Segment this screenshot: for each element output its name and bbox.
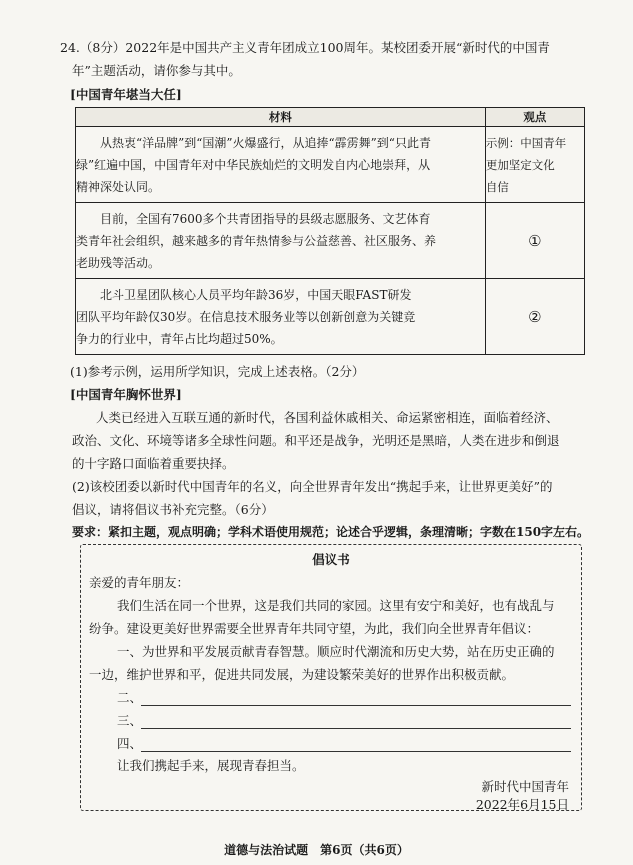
- answer-line-4[interactable]: [141, 751, 571, 752]
- sub-question-2-line-1: (2)该校团委以新时代中国青年的名义，向全世界青年发出“携起手来，让世界更美好”的: [72, 479, 553, 494]
- material-line: 目前，全国有7600多个共青团指导的县级志愿服务、文艺体育: [100, 211, 431, 226]
- answer-line-3[interactable]: [141, 728, 571, 729]
- material-line: 团队平均年龄仅30岁。在信息技术服务业等以创新创意为关键竞: [76, 309, 416, 324]
- letter-title: 倡议书: [312, 552, 350, 567]
- sub-question-2-line-2: 倡议，请将倡议书补充完整。（6分）: [72, 502, 274, 517]
- letter-salutation: 亲爱的青年朋友：: [89, 575, 190, 590]
- letter-closing: 让我们携起手来，展现青春担当。: [117, 758, 305, 773]
- table-row: [76, 203, 585, 279]
- letter-signature: 新时代中国青年: [481, 779, 569, 794]
- paragraph-line: 政治、文化、环境等诸多全球性问题。和平还是战争，光明还是黑暗，人类在进步和倒退: [72, 433, 560, 448]
- material-line: 北斗卫星团队核心人员平均年龄36岁，中国天眼FAST研发: [100, 287, 412, 302]
- letter-item-1-line: 一、为世界和平发展贡献青春智慧。顺应时代潮流和历史大势，站在历史正确的: [117, 644, 555, 659]
- page-footer: 道德与法治试题 第6页（共6页）: [224, 843, 409, 857]
- item-label-3: 三、: [117, 713, 143, 728]
- answer-line-2[interactable]: [141, 705, 571, 706]
- letter-body-line: 我们生活在同一个世界，这是我们共同的家园。这里有安宁和美好，也有战乱与: [117, 598, 555, 613]
- table-row: [76, 279, 585, 355]
- letter-body-line: 纷争。建设更美好世界需要全世界青年共同守望，为此，我们向全世界青年倡议：: [89, 621, 540, 636]
- material-cell: [76, 203, 486, 279]
- material-line: 精神深处认同。: [76, 179, 161, 194]
- proposal-letter-box: [80, 544, 582, 811]
- answer-blank-2[interactable]: ②: [485, 279, 584, 355]
- answer-blank-1[interactable]: ①: [485, 203, 584, 279]
- material-cell: [76, 279, 486, 355]
- requirement: 要求：紧扣主题，观点明确；学科术语使用规范；论述合乎逻辑，条理清晰；字数在150字左右。: [72, 525, 590, 539]
- letter-item-1-line: 一边，维护世界和平，促进共同发展，为建设繁荣美好的世界作出积极贡献。: [89, 667, 515, 682]
- view-line: 示例：中国青年: [485, 135, 567, 150]
- view-cell: [485, 127, 584, 203]
- section-title-1: [中国青年堪当大任]: [70, 87, 182, 102]
- table-header-view: 观点: [485, 108, 584, 127]
- sub-question-1: (1)参考示例，运用所学知识，完成上述表格。（2分）: [70, 364, 365, 379]
- material-line: 类青年社会组织，越来越多的青年热情参与公益慈善、社区服务、养: [76, 233, 437, 248]
- material-line: 绿”红遍中国，中国青年对中华民族灿烂的文明发自内心地崇拜，从: [76, 157, 431, 172]
- paragraph-line: 的十字路口面临着重要抉择。: [72, 456, 235, 471]
- material-table: [75, 107, 585, 355]
- item-label-4: 四、: [117, 736, 143, 751]
- paragraph-line: 人类已经进入互联互通的新时代，各国利益休戚相关、命运紧密相连，面临着经济、: [96, 410, 559, 425]
- view-line: 更加坚定文化: [485, 157, 555, 172]
- material-line: 从热衷“洋品牌”到“国潮”火爆盛行，从追捧“霹雳舞”到“只此青: [100, 135, 431, 150]
- question-intro-line-1: 24.（8分）2022年是中国共产主义青年团成立100周年。某校团委开展“新时代的中国青: [60, 40, 550, 55]
- table-row: [76, 127, 585, 203]
- letter-date: 2022年6月15日: [475, 797, 569, 812]
- view-line: 自信: [485, 179, 509, 194]
- material-line: 争力的行业中，青年占比均超过50%。: [76, 331, 283, 346]
- material-line: 老助残等活动。: [76, 255, 161, 270]
- section-title-2: [中国青年胸怀世界]: [70, 387, 182, 402]
- question-intro-line-2: 年”主题活动，请你参与其中。: [72, 63, 241, 78]
- table-header-material: 材料: [76, 108, 486, 127]
- material-cell: [76, 127, 486, 203]
- item-label-2: 二、: [117, 690, 143, 705]
